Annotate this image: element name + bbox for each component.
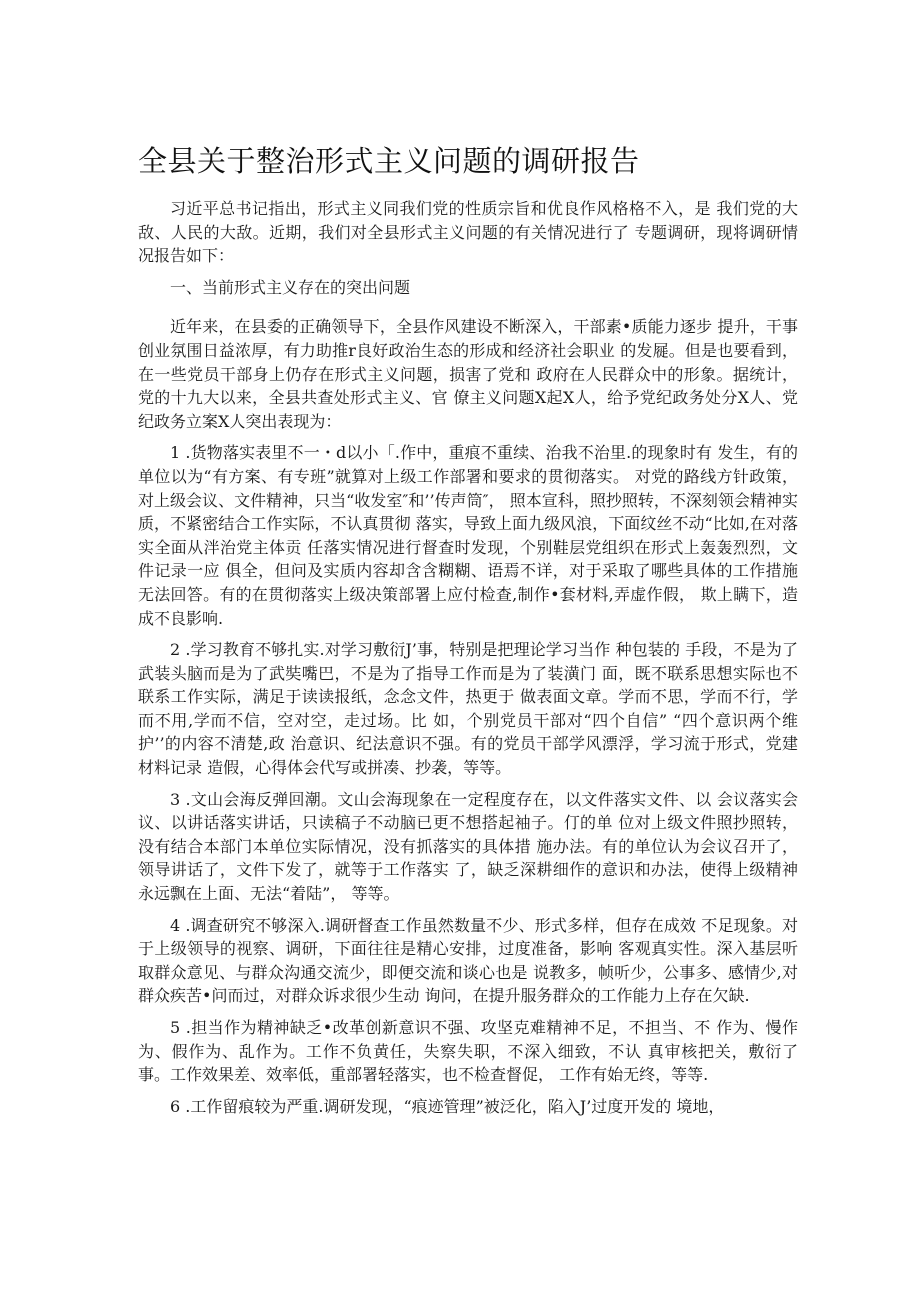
issue-5-paragraph: 5 .担当作为精神缺乏•改革创新意识不强、攻坚克难精神不足，不担当、不 作为、慢作为、假作为、乱作为。工作不负黄任，失察失职，不深入细致，不认 真审核把关，敷衍了事。工作效果差、效率低，重部署轻落实，也不检查督促， 工作有始无终，等等. [138,1018,798,1085]
intro-paragraph: 习近平总书记指出，形式主义同我们党的性质宗旨和优良作风格格不入，是 我们党的大敌、人民的大敌。近期，我们对全县形式主义问题的有关情况进行了 专题调研，现将调研情况报告如下： [138,199,798,266]
issue-3-paragraph: 3 .文山会海反弹回潮。文山会海现象在一定程度存在，以文件落实文件、以 会议落实会议、以讲话落实讲话，只读稿子不动脑已更不想搭起袖子。仃的单 位对上级文件照抄照转，没有结合本部门本单位实际情况，没有抓落实的具体措 施办法。有的单位认为会议召开了，领导讲话了，文件下发了，就等于工作落实 了，缺乏深耕细作的意识和办法，使得上级精神永远飘在上面、无法“着陆”， 等等。 [138,789,798,904]
issue-2-paragraph: 2 .学习教育不够扎实.对学习敷衍J’事，特别是把理论学习当作 种包装的 手段，不是为了武装头脑而是为了武奘嘴巴，不是为了指导工作而是为了装潢门 面，既不联系思想实际也不联系工作实际，满足于读读报纸，念念文件，热更于 做表面文章。学而不思，学而不行，学而不用,学而不信，空对空，走过场。比 如，个别党员干部对“四个自信” “四个意识两个维护’’的内容不清楚,政 治意识、纪法意识不强。有的党员干部学风漂浮，学习流于形式，党建材料记录 造假，心得体会代写或拼凑、抄袭，等等。 [138,640,798,778]
issue-1-paragraph: 1 .货物落实表里不一・d以小「.作中，重痕不重续、治我不治里.的现象时有 发生，有的单位以为“有方案、有专班”就算对上级工作部署和要求的贯彻落实。 对党的路线方针政策，对上级会议、文件精神，只当“收发室″和’’传声筒″， 照本宣科，照抄照转，不深刻领会精神实质，不紧密结合工作实际，不认真贯彻 落实，导致上面九级风浪，下面纹丝不动“比如,在对落实全面从泮治党主体贡 任落实情况进行督查时发现，个别鞋层党组织在形式上轰轰烈烈，文件记录一应 俱全，但问及实质内容却含含糊糊、语焉不详，对于采取了哪些具体的工作措施 无法回答。有的在贯彻落实上级决策部署上应付检查,制作•套材料,弄虚作假， 欺上瞒下，造成不良影响. [138,443,798,628]
document-title: 全县关于整治形式主义问题的调研报告 [138,144,640,178]
document-body [138,197,798,1126]
overview-paragraph: 近年来，在县委的正确领导下，全县作风建设不断深入，干部素•质能力逐步 提升，干事创业氛围日益浓厚，有力助推r良好政治生态的形成和经济社会职业 的发屣。但是也要看到，在一些党员干部身上仍存在形式主义问题，损害了党和 政府在人民群众中的形象。据统计，党的十九大以来，全县共查处形式主义、官 僚主义问题X起X人，给予党纪政务处分X人、党纪政务立案X人突出表现为： [138,317,798,431]
section-heading: 一、当前形式主义存在的突出问题 [170,277,411,297]
issue-4-paragraph: 4 .调查研究不够深入.调研督查工作虽然数量不少、形式多样，但存在成效 不足现象。对于上级领导的视察、调研，下面往往是精心安排，过度准备，影响 客观真实性。深入基层听取群众意见、与群众沟通交流少，即便交流和谈心也是 说教多，帧听少，公事多、感情少,对群众疾苦•问而过，对群众诉求很少生动 询问，在提升服务群众的工作能力上存在欠缺. [138,915,798,1006]
issue-6-paragraph: 6 .工作留痕较为严重.调研发现，“痕迹管理”被泛化，陷入J’过度开发的 境地， [170,1096,725,1116]
